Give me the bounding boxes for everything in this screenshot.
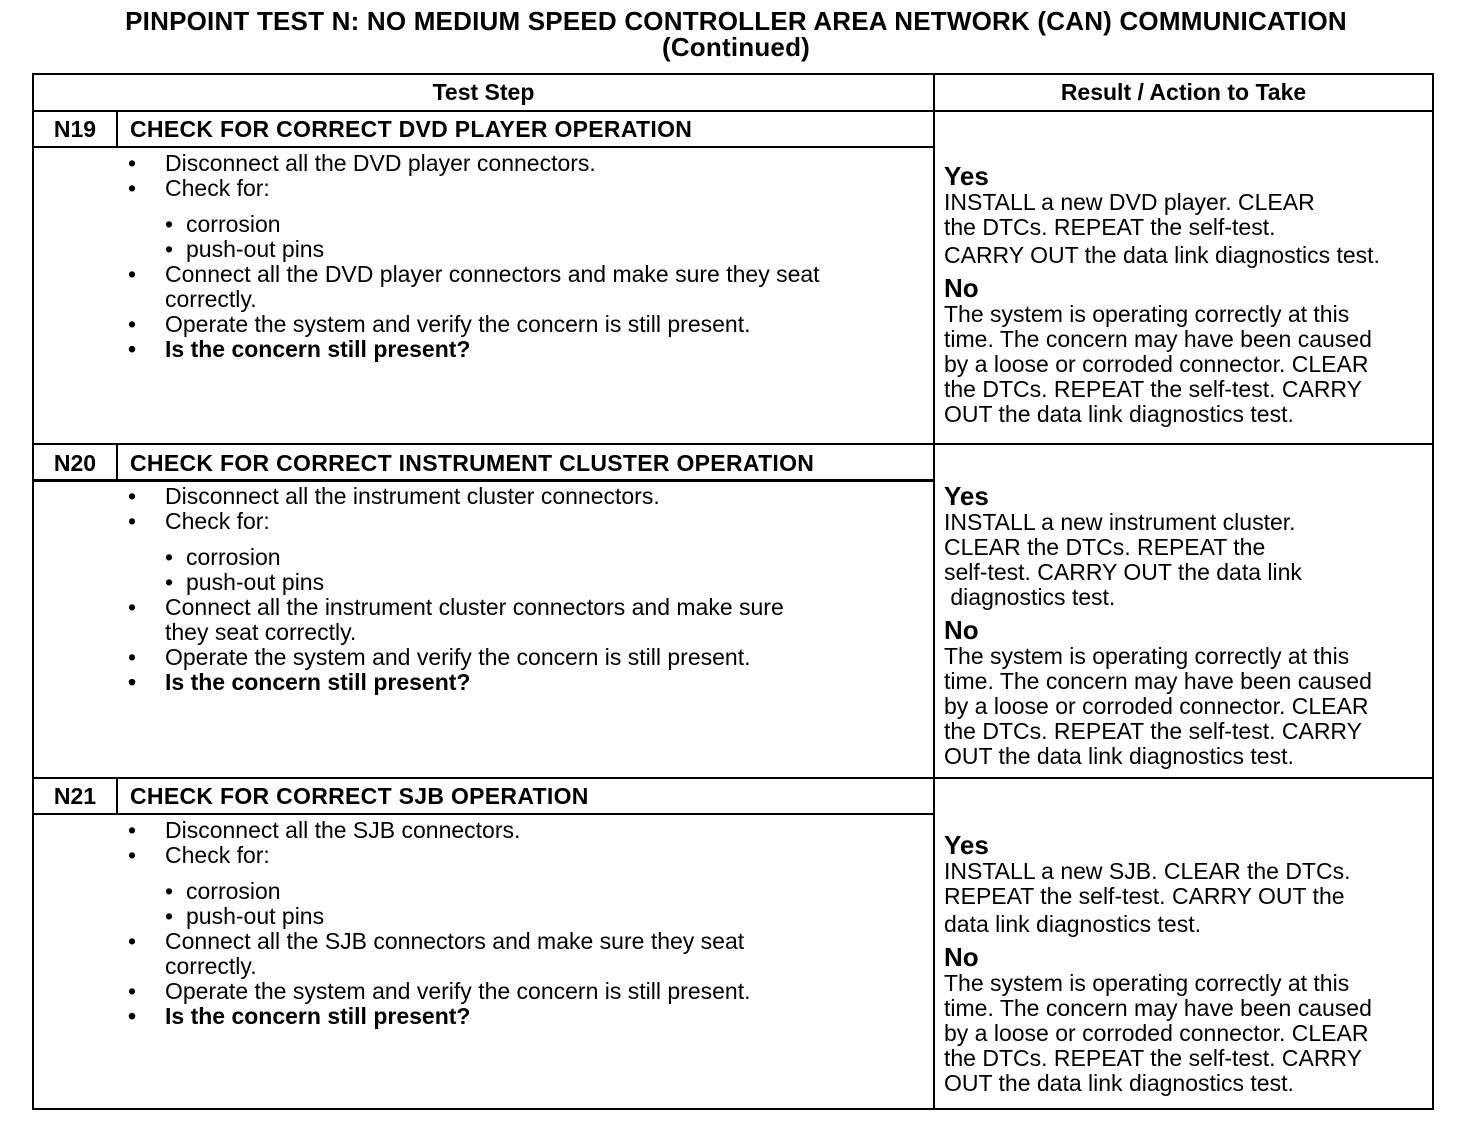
list-item-question: • Is the concern still present?: [128, 336, 471, 362]
yes-action-line: INSTALL a new SJB. CLEAR the DTCs.: [944, 858, 1351, 884]
sub-list-item: • push-out pins: [165, 236, 325, 262]
step-title-underline: [34, 479, 933, 482]
no-action-line: OUT the data link diagnostics test.: [944, 401, 1294, 427]
no-label: No: [944, 273, 979, 303]
no-action-line: OUT the data link diagnostics test.: [944, 743, 1294, 769]
step-title-n20: CHECK FOR CORRECT INSTRUMENT CLUSTER OPERATION: [130, 450, 815, 476]
no-action-line: The system is operating correctly at this: [944, 301, 1350, 327]
step-instructions-n19: [128, 151, 918, 362]
yes-action-line: self-test. CARRY OUT the data link: [944, 559, 1302, 585]
no-action-line: the DTCs. REPEAT the self-test. CARRY: [944, 718, 1362, 744]
no-label: No: [944, 942, 979, 972]
step-number-n21: N21: [53, 783, 97, 809]
no-label: No: [944, 615, 979, 645]
no-action-line: the DTCs. REPEAT the self-test. CARRY: [944, 1045, 1362, 1071]
result-n21: [944, 831, 1430, 1096]
yes-label: Yes: [944, 830, 989, 860]
no-action-line: time. The concern may have been caused: [944, 326, 1372, 352]
no-action-line: OUT the data link diagnostics test.: [944, 1070, 1294, 1096]
list-item: • Operate the system and verify the concern is still present.: [128, 311, 751, 337]
step-number-divider: [116, 445, 118, 480]
yes-label: Yes: [944, 481, 989, 511]
no-action-line: time. The concern may have been caused: [944, 995, 1372, 1021]
title-line-2: (Continued): [661, 32, 811, 62]
list-item-question: • Is the concern still present?: [128, 1003, 471, 1029]
sub-list-item: • push-out pins: [165, 903, 325, 929]
row-divider: [34, 777, 1432, 779]
no-action-line: time. The concern may have been caused: [944, 668, 1372, 694]
step-instructions-n21: [128, 818, 918, 1029]
list-item: • Operate the system and verify the concern is still present.: [128, 978, 751, 1004]
step-title-underline: [34, 813, 933, 815]
header-result: Result / Action to Take: [1060, 79, 1307, 105]
title-line-1: PINPOINT TEST N: NO MEDIUM SPEED CONTROLLER AREA NETWORK (CAN) COMMUNICATION: [125, 6, 1347, 36]
sub-list-item: • corrosion: [165, 878, 281, 904]
step-title-n19: CHECK FOR CORRECT DVD PLAYER OPERATION: [130, 116, 693, 142]
list-item: • Connect all the SJB connectors and make sure they seat correctly.: [128, 928, 745, 979]
header-divider: [34, 110, 1432, 112]
no-action-line: The system is operating correctly at this: [944, 643, 1350, 669]
no-action-line: by a loose or corroded connector. CLEAR: [944, 693, 1369, 719]
result-n19: [944, 162, 1430, 427]
header-test-step: Test Step: [432, 79, 535, 105]
list-item: • Connect all the instrument cluster connectors and make sure they seat correctly.: [128, 594, 784, 645]
no-action-line: by a loose or corroded connector. CLEAR: [944, 1020, 1369, 1046]
step-title-n21: CHECK FOR CORRECT SJB OPERATION: [130, 783, 589, 809]
step-number-divider: [116, 779, 118, 814]
list-item: • Check for:: [128, 175, 270, 201]
list-item: • Disconnect all the SJB connectors.: [128, 817, 521, 843]
yes-action-line: REPEAT the self-test. CARRY OUT the: [944, 883, 1345, 909]
yes-action-line: CARRY OUT the data link diagnostics test.: [944, 242, 1380, 268]
list-item: • Check for:: [128, 842, 270, 868]
yes-action-line: INSTALL a new instrument cluster.: [944, 509, 1296, 535]
yes-label: Yes: [944, 161, 989, 191]
list-item: • Connect all the DVD player connectors and make sure they seat correctly.: [128, 261, 820, 312]
list-item: • Disconnect all the DVD player connectors.: [128, 150, 596, 176]
result-n20: [944, 482, 1430, 769]
column-divider: [933, 75, 935, 1108]
step-instructions-n20: [128, 484, 918, 695]
step-number-divider: [116, 112, 118, 146]
yes-action-line: CLEAR the DTCs. REPEAT the: [944, 534, 1266, 560]
sub-list-item: • corrosion: [165, 544, 281, 570]
list-item: • Operate the system and verify the concern is still present.: [128, 644, 751, 670]
sub-list-item: • push-out pins: [165, 569, 325, 595]
yes-action-line: data link diagnostics test.: [944, 911, 1201, 937]
step-number-n19: N19: [53, 116, 97, 142]
no-action-line: the DTCs. REPEAT the self-test. CARRY: [944, 376, 1362, 402]
yes-action-line: diagnostics test.: [944, 584, 1116, 610]
yes-action-line: INSTALL a new DVD player. CLEAR: [944, 189, 1315, 215]
list-item: • Disconnect all the instrument cluster connectors.: [128, 483, 660, 509]
list-item: • Check for:: [128, 508, 270, 534]
sub-list-item: • corrosion: [165, 211, 281, 237]
yes-action-line: the DTCs. REPEAT the self-test.: [944, 214, 1276, 240]
step-title-underline: [34, 146, 933, 148]
no-action-line: by a loose or corroded connector. CLEAR: [944, 351, 1369, 377]
no-action-line: The system is operating correctly at this: [944, 970, 1350, 996]
row-divider: [34, 443, 1432, 445]
list-item-question: • Is the concern still present?: [128, 669, 471, 695]
step-number-n20: N20: [53, 450, 97, 476]
page-title: [0, 8, 1472, 60]
